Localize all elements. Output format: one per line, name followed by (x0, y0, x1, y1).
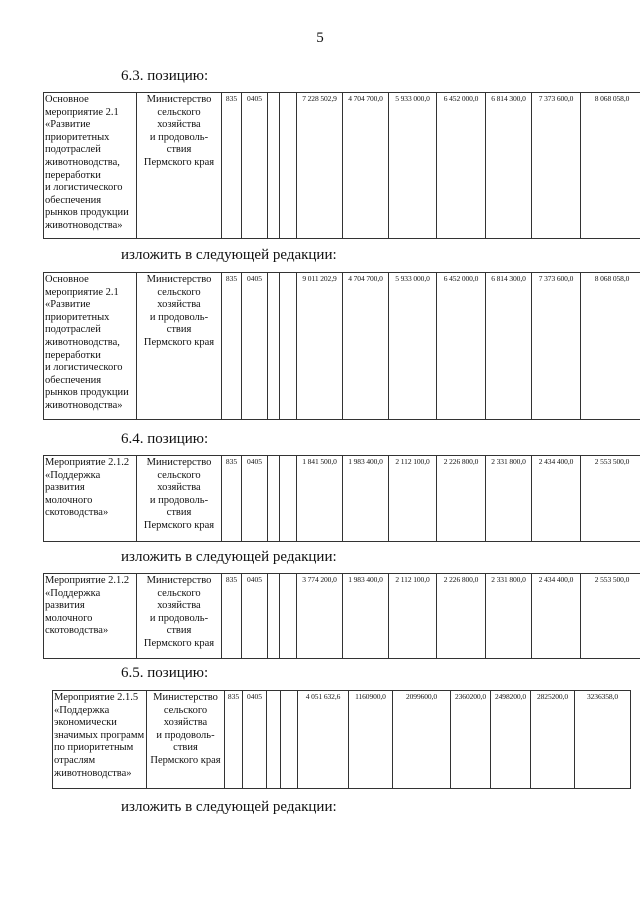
heading-6-4: 6.4. позицию: (121, 431, 209, 447)
value-cell: 7 373 600,0 (532, 93, 581, 239)
activity-name: Основное мероприятие 2.1 «Развитие приоритетных подотраслей животноводства, переработки и логистического обеспечения рынков продукции животноводства» (44, 273, 137, 420)
value-cell: 2 553 500,0 (581, 456, 640, 542)
position-table-6-5-old (52, 690, 631, 789)
activity-name: Основное мероприятие 2.1 «Развитие приоритетных подотраслей животноводства, переработки и логистического обеспечения рынков продукции животноводства» (44, 93, 137, 239)
activity-name: Мероприятие 2.1.2 «Поддержка развития молочного скотоводства» (44, 456, 137, 542)
value-cell: 2 434 400,0 (532, 574, 581, 659)
empty-cell (268, 93, 280, 239)
code-cell: 0405 (242, 273, 268, 420)
empty-cell (268, 273, 280, 420)
value-cell: 3 774 200,0 (297, 574, 343, 659)
value-cell: 1 841 500,0 (297, 456, 343, 542)
value-cell: 3236358,0 (575, 691, 631, 789)
heading-edit-1: изложить в следующей редакции: (121, 247, 337, 263)
position-table-6-4-old (43, 455, 640, 542)
value-cell: 1 983 400,0 (343, 574, 389, 659)
code-cell: 835 (222, 93, 242, 239)
value-cell: 2 226 800,0 (437, 456, 486, 542)
heading-edit-2: изложить в следующей редакции: (121, 549, 337, 565)
value-cell: 2 434 400,0 (532, 456, 581, 542)
code-cell: 835 (222, 456, 242, 542)
value-cell: 6 452 000,0 (437, 273, 486, 420)
empty-cell (280, 456, 297, 542)
value-cell: 6 452 000,0 (437, 93, 486, 239)
value-cell: 4 051 632,6 (298, 691, 349, 789)
heading-edit-3: изложить в следующей редакции: (121, 799, 337, 815)
code-cell: 835 (222, 273, 242, 420)
value-cell: 2 226 800,0 (437, 574, 486, 659)
heading-6-3: 6.3. позицию: (121, 68, 209, 84)
value-cell: 5 933 000,0 (389, 273, 437, 420)
value-cell: 2 553 500,0 (581, 574, 640, 659)
code-cell: 835 (222, 574, 242, 659)
position-table-6-3-old (43, 92, 640, 239)
value-cell: 1160900,0 (349, 691, 393, 789)
responsible-org: Министерство сельского хозяйства и продоволь- ствия Пермского края (137, 574, 222, 659)
value-cell: 2360200,0 (451, 691, 491, 789)
value-cell: 1 983 400,0 (343, 456, 389, 542)
position-table-6-4-new (43, 573, 640, 659)
activity-name: Мероприятие 2.1.2 «Поддержка развития молочного скотоводства» (44, 574, 137, 659)
empty-cell (281, 691, 298, 789)
value-cell: 4 704 700,0 (343, 93, 389, 239)
value-cell: 5 933 000,0 (389, 93, 437, 239)
value-cell: 4 704 700,0 (343, 273, 389, 420)
value-cell: 2 331 800,0 (486, 456, 532, 542)
value-cell: 6 814 300,0 (486, 273, 532, 420)
responsible-org: Министерство сельского хозяйства и продоволь- ствия Пермского края (137, 93, 222, 239)
value-cell: 2 112 100,0 (389, 456, 437, 542)
empty-cell (280, 574, 297, 659)
empty-cell (280, 273, 297, 420)
activity-name: Мероприятие 2.1.5 «Поддержка экономически значимых программ по приоритетным отраслям животноводства» (53, 691, 147, 789)
value-cell: 7 228 502,9 (297, 93, 343, 239)
empty-cell (280, 93, 297, 239)
value-cell: 9 011 202,9 (297, 273, 343, 420)
empty-cell (268, 456, 280, 542)
empty-cell (268, 574, 280, 659)
code-cell: 0405 (242, 456, 268, 542)
code-cell: 0405 (242, 574, 268, 659)
value-cell: 8 068 058,0 (581, 273, 640, 420)
code-cell: 835 (225, 691, 243, 789)
position-table-6-3-new (43, 272, 640, 420)
value-cell: 2 112 100,0 (389, 574, 437, 659)
heading-6-5: 6.5. позицию: (121, 665, 209, 681)
responsible-org: Министерство сельского хозяйства и продоволь- ствия Пермского края (137, 273, 222, 420)
value-cell: 2 331 800,0 (486, 574, 532, 659)
value-cell: 2498200,0 (491, 691, 531, 789)
value-cell: 2099600,0 (393, 691, 451, 789)
empty-cell (267, 691, 281, 789)
value-cell: 7 373 600,0 (532, 273, 581, 420)
value-cell: 6 814 300,0 (486, 93, 532, 239)
responsible-org: Министерство сельского хозяйства и продоволь- ствия Пермского края (137, 456, 222, 542)
code-cell: 0405 (243, 691, 267, 789)
value-cell: 2825200,0 (531, 691, 575, 789)
page-number: 5 (316, 30, 324, 46)
responsible-org: Министерство сельского хозяйства и продоволь- ствия Пермского края (147, 691, 225, 789)
value-cell: 8 068 058,0 (581, 93, 640, 239)
code-cell: 0405 (242, 93, 268, 239)
